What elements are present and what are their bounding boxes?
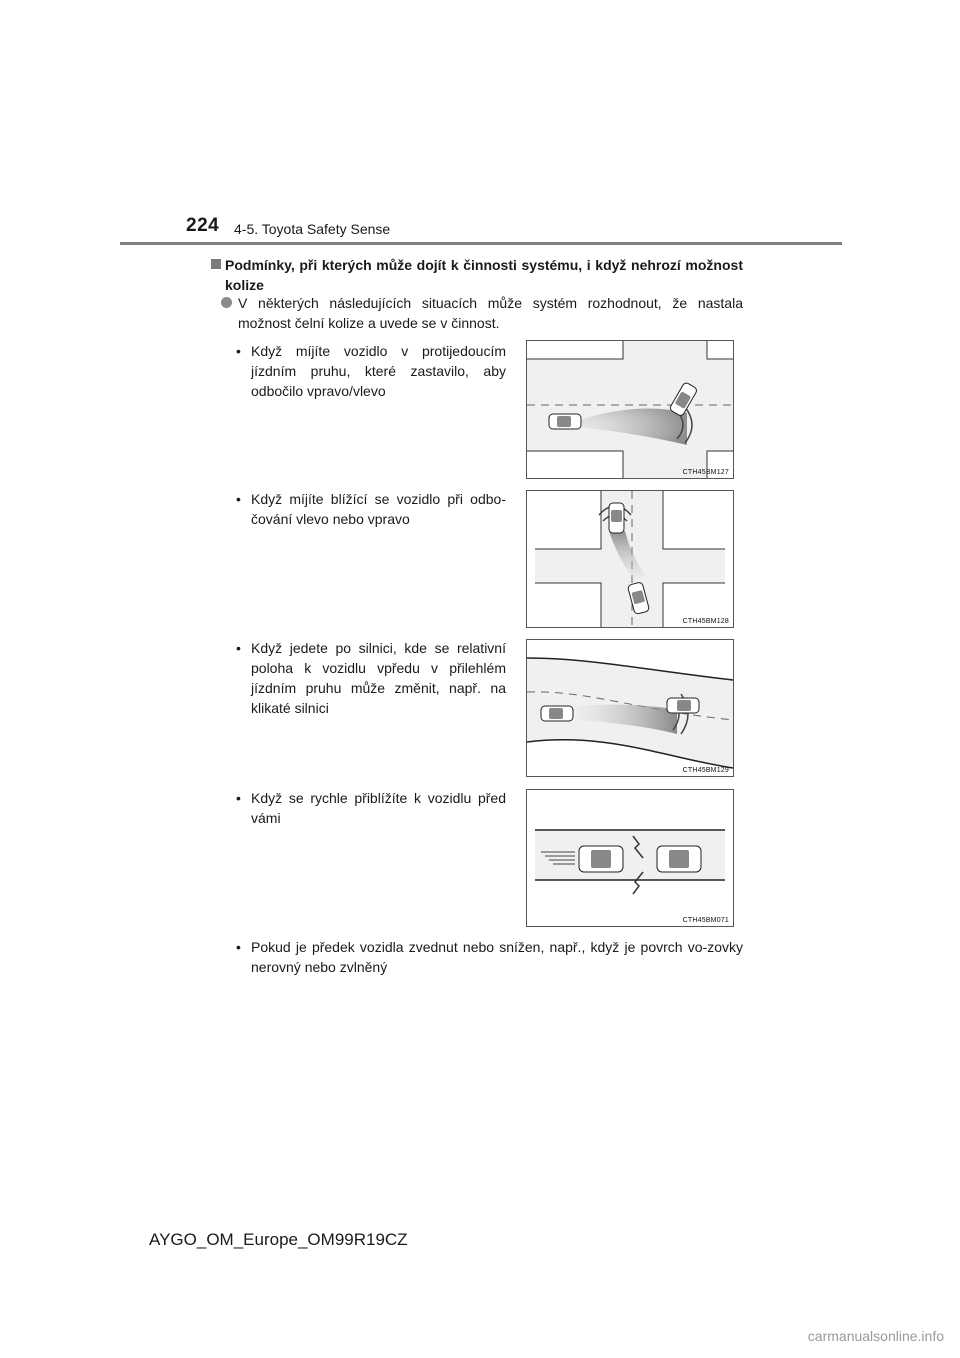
list-item-text: Když jedete po silnici, kde se relativní poloha k vozidlu vpředu v přilehlém jízdním pruhu může změnit, např. na klikaté silnici — [251, 640, 506, 716]
circle-bullet-icon — [221, 297, 232, 308]
bullet-mark: • — [236, 790, 241, 806]
header-rule — [120, 242, 842, 245]
heading-text: Podmínky, při kterých může dojít k činnosti systému, i když nehrozí možnost kolize — [225, 257, 743, 293]
list-item — [236, 489, 506, 529]
list-item-text: Když míjíte vozidlo v protijedoucím jízdním pruhu, které zastavilo, aby odbočilo vpravo/vlevo — [251, 343, 506, 399]
list-item-text: Pokud je předek vozidla zvednut nebo snížen, např., když je povrch vo-zovky nerovný nebo zvlněný — [251, 939, 743, 975]
intro-paragraph — [221, 293, 743, 333]
figure-oncoming-turn — [526, 340, 734, 479]
bullet-mark: • — [236, 491, 241, 507]
list-item — [236, 788, 506, 828]
list-item-text: Když míjíte blížící se vozidlo při odbo-čování vlevo nebo vpravo — [251, 491, 506, 527]
list-item — [236, 341, 506, 401]
subsection-heading — [211, 255, 743, 295]
footer-doc-id: AYGO_OM_Europe_OM99R19CZ — [149, 1230, 408, 1249]
list-item-text: Když se rychle přiblížíte k vozidlu před vámi — [251, 790, 506, 826]
figure-winding-road — [526, 639, 734, 777]
figure-code: CTH45BM127 — [682, 469, 729, 476]
figure-turning-oncoming — [526, 490, 734, 628]
figure-code: CTH45BM071 — [682, 917, 729, 924]
square-bullet-icon — [211, 259, 221, 269]
list-item — [236, 638, 506, 718]
winding-road-illustration — [527, 640, 733, 776]
intro-text: V některých následujících situacích může systém rozhodnout, že nastala možnost čelní kolize a uvede se v činnost. — [238, 295, 743, 331]
intersection-illustration — [527, 341, 733, 478]
rapid-approach-illustration — [527, 790, 733, 926]
figure-code: CTH45BM129 — [682, 767, 729, 774]
bullet-mark: • — [236, 640, 241, 656]
bullet-mark: • — [236, 343, 241, 359]
page-header — [0, 0, 960, 250]
section-title: 4-5. Toyota Safety Sense — [234, 221, 391, 237]
list-item — [236, 937, 743, 977]
page-number: 224 — [186, 215, 220, 236]
figure-rapid-approach — [526, 789, 734, 927]
watermark: carmanualsonline.info — [807, 1328, 944, 1344]
bullet-mark: • — [236, 939, 241, 955]
intersection-turn-illustration — [527, 491, 733, 627]
figure-code: CTH45BM128 — [682, 618, 729, 625]
